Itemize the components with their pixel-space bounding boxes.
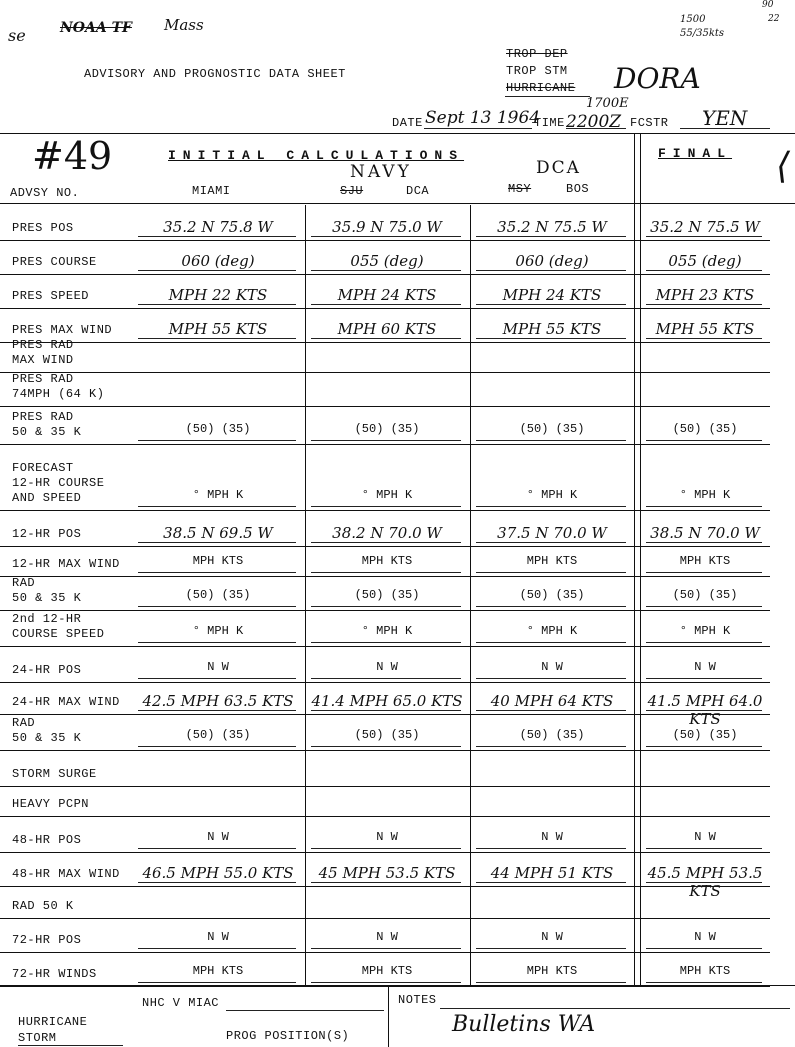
storm-label: STORM (18, 1031, 57, 1045)
top-note-struck: NOAA TF (60, 20, 132, 36)
fill-underline (476, 710, 626, 711)
fill-underline (311, 678, 461, 679)
fill-underline (646, 338, 762, 339)
table-cell: 38.5 N 70.0 W (650, 524, 760, 542)
column-divider (470, 240, 471, 274)
fill-underline (311, 270, 461, 271)
fill-underline (476, 746, 626, 747)
column-divider (470, 274, 471, 308)
column-divider (305, 576, 306, 610)
table-cell: ° MPH K (526, 488, 578, 502)
nhc-label: NHC V MIAC (142, 996, 220, 1010)
table-cell: ° MPH K (361, 624, 413, 638)
col-miami: MIAMI (192, 184, 231, 198)
column-divider (305, 610, 306, 646)
fcstr-value: YEN (702, 106, 748, 130)
table-cell: 35.2 N 75.5 W (497, 218, 607, 236)
initial-header: INITIAL CALCULATIONS (168, 148, 465, 163)
fill-underline (646, 270, 762, 271)
fill-underline (311, 338, 461, 339)
table-cell: MPH 22 KTS (168, 286, 268, 304)
column-divider (305, 646, 306, 682)
type-option-hurricane: HURRICANE (506, 81, 576, 95)
table-cell: MPH 23 KTS (655, 286, 755, 304)
table-cell: ° MPH K (679, 488, 731, 502)
fill-underline (646, 236, 762, 237)
table-cell: 055 (deg) (350, 252, 424, 270)
fill-underline (311, 848, 461, 849)
column-divider (470, 886, 471, 918)
table-cell: (50) (35) (185, 588, 251, 602)
fill-underline (646, 304, 762, 305)
row-separator (0, 952, 770, 953)
fill-underline (646, 642, 762, 643)
column-divider (470, 610, 471, 646)
fill-underline (646, 746, 762, 747)
table-cell: MPH 24 KTS (502, 286, 602, 304)
row-separator (0, 546, 770, 547)
column-divider (470, 406, 471, 444)
table-cell: 45.5 MPH 53.5 KTS (647, 864, 763, 900)
row-label: PRES RAD 50 & 35 K (12, 410, 82, 439)
fcstr-label: FCSTR (630, 116, 669, 130)
row-separator (0, 918, 770, 919)
row-separator (0, 610, 770, 611)
col-dca-over: DCA (536, 158, 581, 178)
fill-underline (646, 542, 762, 543)
row-label: STORM SURGE (12, 767, 97, 781)
row-label: FORECAST 12-HR COURSE AND SPEED (12, 461, 105, 505)
fill-underline (646, 982, 762, 983)
row-label: 72-HR POS (12, 933, 82, 947)
table-cell: MPH KTS (679, 964, 731, 978)
fill-underline (138, 710, 296, 711)
fill-underline (476, 270, 626, 271)
column-divider (470, 308, 471, 342)
top-right-note-3: 90 (762, 0, 774, 10)
table-cell: N W (541, 930, 563, 944)
fill-underline (476, 882, 626, 883)
date-label: DATE (392, 116, 423, 130)
column-divider (470, 444, 471, 510)
table-cell: (50) (35) (519, 422, 585, 436)
table-cell: 060 (deg) (515, 252, 589, 270)
fill-underline (138, 606, 296, 607)
table-cell: 41.4 MPH 65.0 KTS (311, 692, 463, 710)
row-label: PRES COURSE (12, 255, 97, 269)
prog-label: PROG POSITION(S) (226, 1029, 350, 1043)
column-divider (470, 372, 471, 406)
column-divider (305, 682, 306, 714)
top-note-after: Mass (164, 16, 204, 34)
column-divider (470, 952, 471, 986)
column-divider (470, 205, 471, 240)
table-cell: (50) (35) (672, 588, 738, 602)
table-cell: N W (694, 830, 716, 844)
table-cell: 35.2 N 75.5 W (650, 218, 760, 236)
table-cell: 37.5 N 70.0 W (497, 524, 607, 542)
row-separator (0, 240, 770, 241)
notes-label: NOTES (398, 993, 437, 1007)
fill-underline (646, 948, 762, 949)
row-separator (0, 406, 770, 407)
column-divider (470, 546, 471, 576)
row-label: 12-HR POS (12, 527, 82, 541)
table-cell: 46.5 MPH 55.0 KTS (142, 864, 294, 882)
fill-underline (138, 506, 296, 507)
fill-underline (646, 506, 762, 507)
fill-underline (311, 572, 461, 573)
table-cell: N W (207, 830, 229, 844)
top-right-note-4: 22 (768, 14, 780, 24)
table-cell: MPH KTS (679, 554, 731, 568)
row-label: 72-HR WINDS (12, 967, 97, 981)
fill-underline (311, 642, 461, 643)
fill-underline (138, 882, 296, 883)
fill-underline (476, 304, 626, 305)
table-cell: N W (694, 930, 716, 944)
col-dca: DCA (406, 184, 430, 198)
table-cell: MPH 60 KTS (337, 320, 437, 338)
fill-underline (138, 982, 296, 983)
table-cell: (50) (35) (185, 422, 251, 436)
fill-underline (646, 678, 762, 679)
table-cell: 44 MPH 51 KTS (490, 864, 614, 882)
row-separator (0, 274, 770, 275)
column-divider (305, 852, 306, 886)
column-divider (305, 406, 306, 444)
table-cell: 41.5 MPH 64.0 KTS (647, 692, 763, 728)
storm-name: DORA (614, 62, 701, 95)
table-cell: ° MPH K (526, 624, 578, 638)
fill-underline (311, 982, 461, 983)
table-cell: 35.2 N 75.8 W (163, 218, 273, 236)
top-right-note-1: 1500 (680, 14, 706, 25)
fill-underline (138, 440, 296, 441)
fill-underline (311, 440, 461, 441)
row-separator (0, 816, 770, 817)
table-cell: ° MPH K (192, 488, 244, 502)
row-label: RAD 50 & 35 K (12, 716, 82, 745)
row-label: HEAVY PCPN (12, 797, 90, 811)
column-divider (470, 576, 471, 610)
row-label: RAD 50 & 35 K (12, 576, 82, 605)
fill-underline (138, 270, 296, 271)
table-cell: (50) (35) (672, 422, 738, 436)
fill-underline (311, 506, 461, 507)
final-header: FINAL (658, 146, 733, 161)
column-divider (470, 918, 471, 952)
fill-underline (476, 642, 626, 643)
row-separator (0, 786, 770, 787)
col-bos: BOS (566, 182, 590, 196)
column-divider (305, 240, 306, 274)
fill-underline (138, 848, 296, 849)
fill-underline (476, 338, 626, 339)
column-divider (305, 510, 306, 546)
table-cell: 45 MPH 53.5 KTS (318, 864, 456, 882)
row-label: 24-HR MAX WIND (12, 695, 120, 709)
col-msy: MSY (508, 182, 532, 196)
fill-underline (138, 236, 296, 237)
row-label: PRES RAD 74MPH (64 K) (12, 372, 105, 401)
column-divider (305, 786, 306, 816)
table-cell: 38.2 N 70.0 W (332, 524, 442, 542)
table-cell: (50) (35) (519, 588, 585, 602)
table-cell: ° MPH K (361, 488, 413, 502)
fill-underline (646, 848, 762, 849)
table-cell: N W (376, 660, 398, 674)
fill-underline (476, 678, 626, 679)
fill-underline (476, 848, 626, 849)
fill-underline (138, 338, 296, 339)
column-divider (305, 274, 306, 308)
fill-underline (138, 948, 296, 949)
type-option-dep: TROP DEP (506, 47, 568, 61)
table-cell: N W (541, 830, 563, 844)
column-divider (470, 786, 471, 816)
fill-underline (646, 440, 762, 441)
fill-underline (138, 572, 296, 573)
row-separator (0, 510, 770, 511)
column-divider (305, 886, 306, 918)
column-divider (305, 444, 306, 510)
table-cell: N W (207, 660, 229, 674)
table-cell: (50) (35) (185, 728, 251, 742)
table-cell: MPH KTS (361, 554, 413, 568)
fill-underline (646, 882, 762, 883)
column-divider (305, 816, 306, 852)
fill-underline (476, 542, 626, 543)
column-divider (305, 952, 306, 986)
row-separator (0, 342, 770, 343)
row-label: RAD 50 K (12, 899, 74, 913)
row-label: PRES SPEED (12, 289, 90, 303)
row-label: 12-HR MAX WIND (12, 557, 120, 571)
type-option-stm: TROP STM (506, 64, 568, 78)
column-divider (305, 750, 306, 786)
column-divider (305, 342, 306, 372)
table-cell: N W (376, 930, 398, 944)
table-cell: MPH 55 KTS (168, 320, 268, 338)
fill-underline (311, 236, 461, 237)
table-cell: ° MPH K (679, 624, 731, 638)
fill-underline (476, 440, 626, 441)
fill-underline (646, 606, 762, 607)
table-cell: 055 (deg) (668, 252, 742, 270)
column-divider (305, 372, 306, 406)
top-note-left: se (8, 26, 26, 45)
col-sju: SJU (340, 184, 364, 198)
table-cell: ° MPH K (192, 624, 244, 638)
fill-underline (311, 948, 461, 949)
column-divider (470, 816, 471, 852)
table-cell: MPH KTS (192, 554, 244, 568)
fill-underline (138, 746, 296, 747)
row-label: 24-HR POS (12, 663, 82, 677)
row-label: PRES MAX WIND (12, 323, 113, 337)
row-separator (0, 444, 770, 445)
table-cell: MPH KTS (192, 964, 244, 978)
table-cell: (50) (35) (672, 728, 738, 742)
column-divider (470, 510, 471, 546)
table-cell: MPH 55 KTS (502, 320, 602, 338)
time-value-top: 1700E (586, 96, 629, 111)
row-label: 48-HR MAX WIND (12, 867, 120, 881)
top-right-note-2: 55/35kts (680, 28, 725, 39)
table-cell: MPH KTS (361, 964, 413, 978)
advsy-label: ADVSY NO. (10, 186, 80, 200)
table-cell: (50) (35) (354, 728, 420, 742)
fill-underline (311, 304, 461, 305)
table-cell: 42.5 MPH 63.5 KTS (142, 692, 294, 710)
table-cell: 38.5 N 69.5 W (163, 524, 273, 542)
fill-underline (311, 710, 461, 711)
table-cell: MPH 24 KTS (337, 286, 437, 304)
col-navy: NAVY (350, 162, 412, 182)
table-cell: 35.9 N 75.0 W (332, 218, 442, 236)
margin-mark: ⟨ (776, 146, 791, 187)
date-value: Sept 13 1964 (425, 108, 541, 128)
column-divider (470, 714, 471, 750)
column-divider (305, 918, 306, 952)
row-separator (0, 372, 770, 373)
column-divider (470, 342, 471, 372)
row-label: 2nd 12-HR COURSE SPEED (12, 612, 105, 641)
row-separator (0, 308, 770, 309)
column-divider (470, 646, 471, 682)
row-separator (0, 750, 770, 751)
table-cell: MPH KTS (526, 554, 578, 568)
column-divider (305, 546, 306, 576)
table-cell: 40 MPH 64 KTS (490, 692, 614, 710)
table-cell: N W (376, 830, 398, 844)
column-divider (470, 852, 471, 886)
table-cell: N W (694, 660, 716, 674)
table-cell: MPH KTS (526, 964, 578, 978)
column-divider (470, 682, 471, 714)
fill-underline (138, 542, 296, 543)
column-divider (305, 205, 306, 240)
row-separator (0, 852, 770, 853)
sheet-title: ADVISORY AND PROGNOSTIC DATA SHEET (84, 67, 346, 81)
table-cell: MPH 55 KTS (655, 320, 755, 338)
fill-underline (311, 746, 461, 747)
time-value: 2200Z (566, 112, 622, 132)
notes-value: Bulletins WA (452, 1012, 596, 1037)
fill-underline (138, 678, 296, 679)
fill-underline (476, 572, 626, 573)
row-label: 48-HR POS (12, 833, 82, 847)
table-cell: (50) (35) (519, 728, 585, 742)
row-separator (0, 576, 770, 577)
row-label: PRES RAD MAX WIND (12, 338, 74, 367)
row-separator (0, 646, 770, 647)
fill-underline (311, 606, 461, 607)
fill-underline (646, 572, 762, 573)
column-divider (305, 714, 306, 750)
fill-underline (311, 542, 461, 543)
column-divider (305, 308, 306, 342)
table-cell: N W (207, 930, 229, 944)
hurricane-label: HURRICANE (18, 1015, 88, 1029)
fill-underline (476, 506, 626, 507)
fill-underline (311, 882, 461, 883)
fill-underline (138, 304, 296, 305)
table-cell: N W (541, 660, 563, 674)
fill-underline (476, 982, 626, 983)
row-separator (0, 682, 770, 683)
fill-underline (476, 606, 626, 607)
table-cell: 060 (deg) (181, 252, 255, 270)
table-cell: (50) (35) (354, 422, 420, 436)
row-separator (0, 986, 770, 987)
fill-underline (138, 642, 296, 643)
fill-underline (476, 236, 626, 237)
column-divider (470, 750, 471, 786)
table-cell: (50) (35) (354, 588, 420, 602)
time-label: TIME (534, 116, 565, 130)
row-label: PRES POS (12, 221, 74, 235)
fill-underline (646, 710, 762, 711)
fill-underline (476, 948, 626, 949)
advsy-value: #49 (32, 134, 113, 178)
